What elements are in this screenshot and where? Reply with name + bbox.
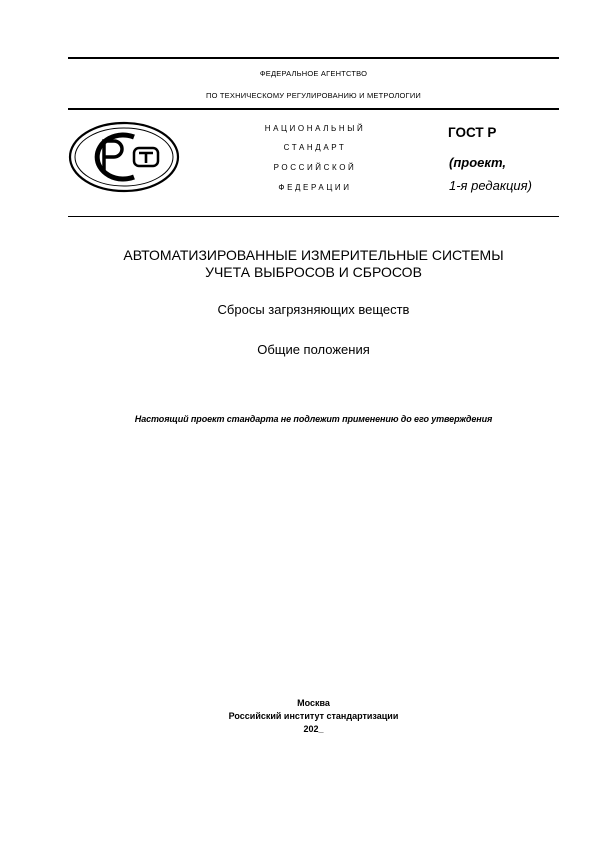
standard-type-line-1: НАЦИОНАЛЬНЫЙ [264, 124, 366, 133]
document-title [68, 247, 559, 281]
draft-label: (проект, [449, 155, 506, 170]
draft-notice: Настоящий проект стандарта не подлежит применению до его утверждения [134, 414, 493, 424]
edition-label: 1-я редакция) [449, 178, 532, 193]
subtitle-1: Сбросы загрязняющих веществ [217, 302, 410, 317]
agency-line-2: ПО ТЕХНИЧЕСКОМУ РЕГУЛИРОВАНИЮ И МЕТРОЛОГИИ [205, 91, 421, 100]
imprint-city: Москва [297, 698, 330, 708]
title-line-2: УЧЕТА ВЫБРОСОВ И СБРОСОВ [205, 264, 422, 280]
designation-rule [68, 216, 559, 217]
standard-type-line-3: РОССИЙСКОЙ [273, 163, 357, 172]
agency-line-1: ФЕДЕРАЛЬНОЕ АГЕНТСТВО [259, 69, 368, 78]
title-line-1: АВТОМАТИЗИРОВАННЫЕ ИЗМЕРИТЕЛЬНЫЕ СИСТЕМЫ [123, 247, 504, 263]
top-rule [68, 57, 559, 59]
imprint-publisher: Российский институт стандартизации [228, 711, 399, 721]
standard-type-line-4: ФЕДЕРАЦИИ [278, 183, 352, 192]
subtitle-2: Общие положения [257, 342, 370, 357]
standard-type-line-2: СТАНДАРТ [283, 143, 347, 152]
header-rule [68, 108, 559, 110]
standard-code: ГОСТ Р [448, 125, 497, 140]
imprint-year: 202_ [303, 724, 324, 734]
rst-certification-mark-icon [68, 121, 180, 193]
